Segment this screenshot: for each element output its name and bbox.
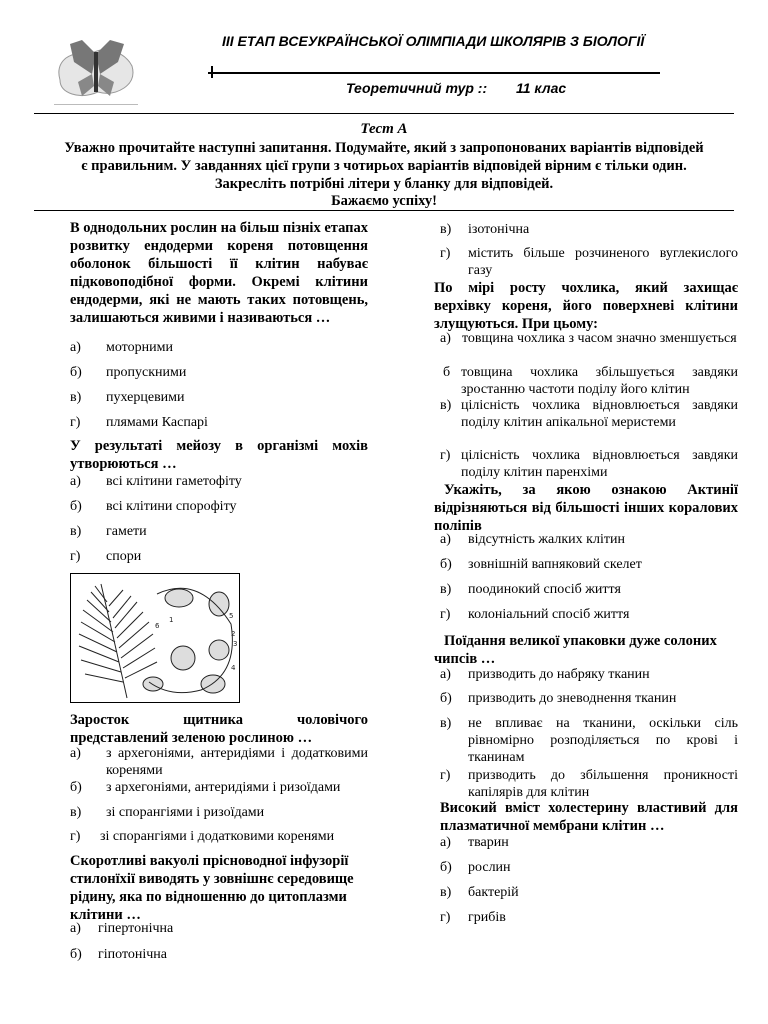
q5-option-a[interactable]: а) товщина чохлика з часом значно зменшується bbox=[440, 331, 737, 346]
question-5: По мірі росту чохлика, який захищає верхівку кореня, його поверхневі клітини злущуються. При цьому: bbox=[434, 280, 738, 332]
test-title: Тест А bbox=[360, 121, 408, 137]
figure-label-5: 5 bbox=[229, 612, 234, 620]
olympiad-logo bbox=[52, 36, 140, 108]
q1-option-b[interactable]: б) пропускними bbox=[70, 365, 187, 380]
q4-option-b[interactable]: б) гіпотонічна bbox=[70, 947, 168, 962]
question-1: В однодольних рослин на більш пізніх етапах розвитку ендодерми кореня потовщення оболонок більшості її клітин набуває підковоподібної форми. Окремі клітини ендодерми, які не мають таких потовщень, залишаються живими і називаються … bbox=[70, 220, 368, 326]
q6-option-d[interactable]: г) колоніальний спосіб життя bbox=[440, 607, 630, 622]
q5-option-d[interactable]: г) цілісність чохлика відновлюється завдяки поділу клітин паренхіми bbox=[440, 448, 738, 480]
q6-option-c[interactable]: в) поодинокий спосіб життя bbox=[440, 582, 621, 597]
intro-divider bbox=[34, 210, 734, 211]
q2-option-a[interactable]: а) всі клітини гаметофіту bbox=[70, 474, 242, 489]
q5-option-c[interactable]: в) цілісність чохлика відновлюється завдяки поділу клітин апікальної меристеми bbox=[440, 398, 738, 430]
fern-lifecycle-figure bbox=[70, 573, 240, 703]
q3-option-c[interactable]: в) зі спорангіями і ризоїдами bbox=[70, 805, 265, 820]
question-2: У результаті мейозу в організмі мохів утворюються … bbox=[70, 438, 368, 472]
q1-option-c[interactable]: в) пухерцевими bbox=[70, 390, 185, 405]
q3-option-a[interactable]: а) з архегоніями, антеридіями і додатковими коренями bbox=[70, 746, 368, 778]
q7-option-d[interactable]: г) призводить до збільшення проникності капілярів для клітин bbox=[440, 768, 738, 800]
grade-label: 11 клас bbox=[516, 80, 567, 96]
q8-option-c[interactable]: в) бактерій bbox=[440, 885, 519, 900]
question-6: Укажіть, за якою ознакою Актинії відрізняються від більшості інших коралових поліпів bbox=[434, 482, 738, 534]
figure-label-3: 3 bbox=[233, 640, 238, 648]
question-3: Заросток щитника чоловічого представлений зеленою рослиною … bbox=[70, 712, 368, 746]
q1-option-a[interactable]: а) моторними bbox=[70, 340, 173, 355]
question-4: Скоротливі вакуолі прісноводної інфузорії стилонїхії виводять у зовнішнє середовище рідину, яка по відношенню до цитоплазми клітини … bbox=[70, 853, 354, 923]
figure-label-1: 1 bbox=[169, 616, 174, 624]
q7-option-a[interactable]: а) призводить до набряку тканин bbox=[440, 667, 650, 682]
header-title: ІІІ ЕТАП ВСЕУКРАЇНСЬКОЇ ОЛІМПІАДИ ШКОЛЯРІВ З БІОЛОГІЇ bbox=[222, 33, 645, 49]
q5-option-b[interactable]: б товщина чохлика збільшується завдяки зростанню частоти поділу його клітин bbox=[443, 365, 738, 397]
q4-option-d[interactable]: г) містить більше розчиненого вуглекислого газу bbox=[440, 246, 738, 278]
tour-label: Теоретичний тур :: bbox=[346, 80, 488, 96]
q4-option-c[interactable]: в) ізотонічна bbox=[440, 222, 530, 237]
q1-option-d[interactable]: г) плямами Каспарі bbox=[70, 415, 208, 430]
q2-option-c[interactable]: в) гамети bbox=[70, 524, 147, 539]
header-rule-tick bbox=[211, 66, 213, 78]
q4-option-a[interactable]: а) гіпертонічна bbox=[70, 921, 174, 936]
question-7: Поїдання великої упаковки дуже солоних чипсів … bbox=[434, 633, 717, 667]
q7-option-b[interactable]: б) призводить до зневоднення тканин bbox=[440, 691, 677, 706]
q3-option-b[interactable]: б) з архегоніями, антеридіями і ризоїдами bbox=[70, 780, 341, 795]
question-8: Високий вміст холестерину властивий для плазматичної мембрани клітин … bbox=[440, 800, 738, 834]
intro-line-1: Уважно прочитайте наступні запитання. Подумайте, який з запропонованих варіантів відповідей bbox=[64, 140, 704, 156]
figure-label-6: 6 bbox=[155, 622, 160, 630]
intro-line-3: Закресліть потрібні літери у бланку для відповідей. bbox=[214, 176, 554, 192]
q2-option-b[interactable]: б) всі клітини спорофіту bbox=[70, 499, 237, 514]
figure-label-2: 2 bbox=[231, 630, 236, 638]
q7-option-c[interactable]: в) не впливає на тканини, оскільки сіль рівномірно розподіляється по крові і тканинам bbox=[440, 716, 738, 765]
intro-line-2: є правильним. У завданнях цієї групи з чотирьох варіантів відповідей вірним є тільки один. bbox=[81, 158, 687, 174]
q6-option-b[interactable]: б) зовнішній вапняковий скелет bbox=[440, 557, 642, 572]
header-divider bbox=[34, 113, 734, 114]
q6-option-a[interactable]: а) відсутність жалких клітин bbox=[440, 532, 625, 547]
intro-line-4: Бажаємо успіху! bbox=[331, 193, 437, 209]
q2-option-d[interactable]: г) спори bbox=[70, 549, 142, 564]
figure-label-4: 4 bbox=[231, 664, 236, 672]
q8-option-b[interactable]: б) рослин bbox=[440, 860, 511, 875]
q8-option-a[interactable]: а) тварин bbox=[440, 835, 509, 850]
header-rule bbox=[208, 72, 660, 74]
q8-option-d[interactable]: г) грибів bbox=[440, 910, 506, 925]
q3-option-d[interactable]: г) зі спорангіями і додатковими коренями bbox=[70, 829, 335, 844]
logo-underline bbox=[54, 104, 138, 105]
